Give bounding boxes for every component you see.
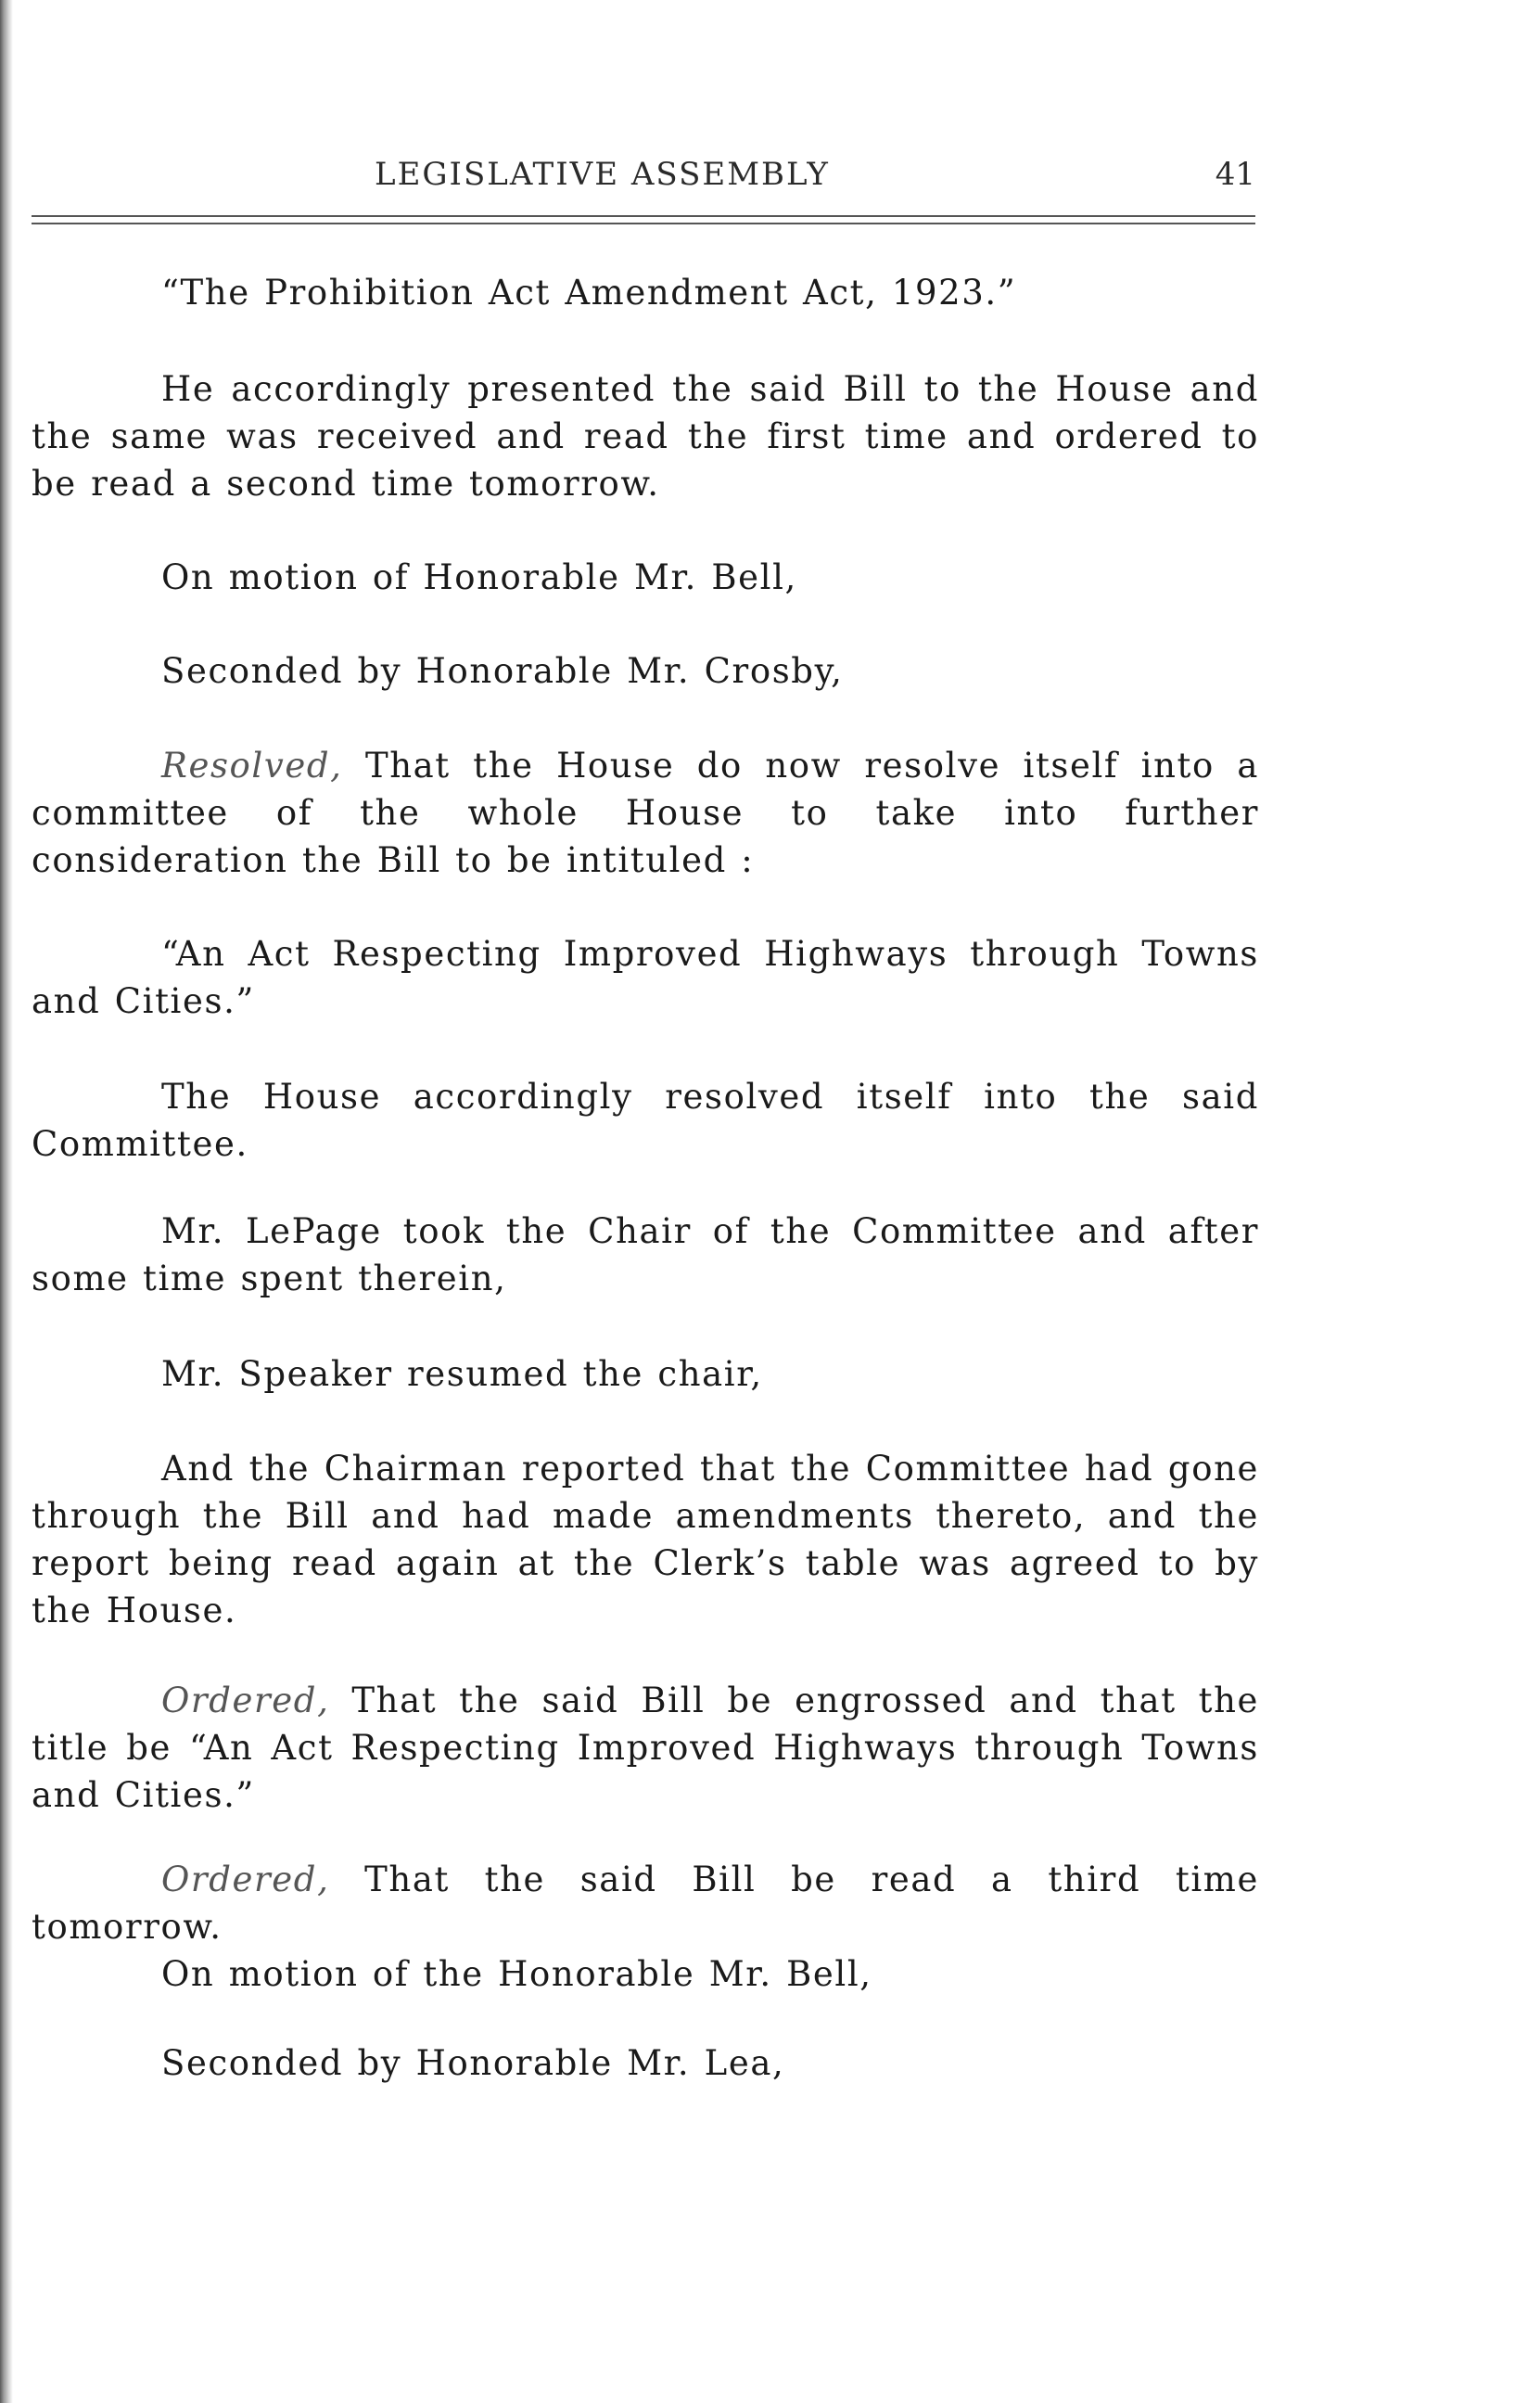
paragraph-text: And the Chairman reported that the Committee had gone through the Bill and had made amendments thereto, and the report being read again at the Clerk’s table was agreed to by the House. [32, 1449, 1259, 1630]
page-header [32, 156, 1255, 211]
paragraph-ordered-engrossed [32, 1677, 1259, 1819]
paragraph-chairman-report [32, 1445, 1259, 1634]
paragraph-text: On motion of Honorable Mr. Bell, [161, 557, 797, 597]
page-number: 41 [1215, 156, 1255, 193]
paragraph-text: The House accordingly resolved itself into the said Committee. [32, 1077, 1259, 1164]
paragraph-seconded-lea [32, 2039, 1259, 2087]
paragraph-text: He accordingly presented the said Bill to the House and the same was received and read the first time and ordered to be read a second time tomorrow. [32, 369, 1259, 504]
paragraph-text: On motion of the Honorable Mr. Bell, [161, 1954, 872, 1994]
paragraph-motion [32, 554, 1259, 601]
paragraph-text: Seconded by Honorable Mr. Crosby, [161, 651, 844, 691]
paragraph-text: Mr. Speaker resumed the chair, [161, 1354, 763, 1394]
paragraph-text: Mr. LePage took the Chair of the Committee and after some time spent therein, [32, 1211, 1259, 1298]
paragraph-bill-title [32, 930, 1259, 1025]
paragraph-act-title [32, 269, 1259, 316]
paragraph-ordered-third-reading [32, 1856, 1259, 1950]
page-edge-shadow [0, 0, 13, 2403]
paragraph-chair [32, 1208, 1259, 1302]
resolved-keyword: Resolved, [161, 746, 343, 786]
paragraph-resolved [32, 742, 1259, 884]
ordered-keyword: Ordered, [161, 1681, 330, 1720]
paragraph-text: That the said Bill be read a third time tomorrow. [32, 1860, 1259, 1947]
ordered-keyword: Ordered, [161, 1860, 330, 1899]
header-rule-bottom [32, 223, 1255, 224]
paragraph-text: Seconded by Honorable Mr. Lea, [161, 2043, 785, 2083]
paragraph-seconded [32, 647, 1259, 695]
paragraph-text: That the said Bill be engrossed and that the title be “An Act Respecting Improved Highways through Towns and Cities.” [32, 1681, 1259, 1815]
paragraph-house-resolved [32, 1073, 1259, 1168]
paragraph-bill-presented [32, 365, 1259, 507]
running-title: LEGISLATIVE ASSEMBLY [375, 156, 830, 193]
paragraph-speaker [32, 1350, 1259, 1398]
paragraph-motion-bell [32, 1950, 1259, 1998]
paragraph-text: “The Prohibition Act Amendment Act, 1923.” [161, 273, 1017, 313]
header-rule-top [32, 215, 1255, 217]
paragraph-text: “An Act Respecting Improved Highways through Towns and Cities.” [32, 934, 1259, 1021]
paragraph-text: That the House do now resolve itself into a committee of the whole House to take into further consideration the Bill to be intituled : [32, 746, 1259, 880]
